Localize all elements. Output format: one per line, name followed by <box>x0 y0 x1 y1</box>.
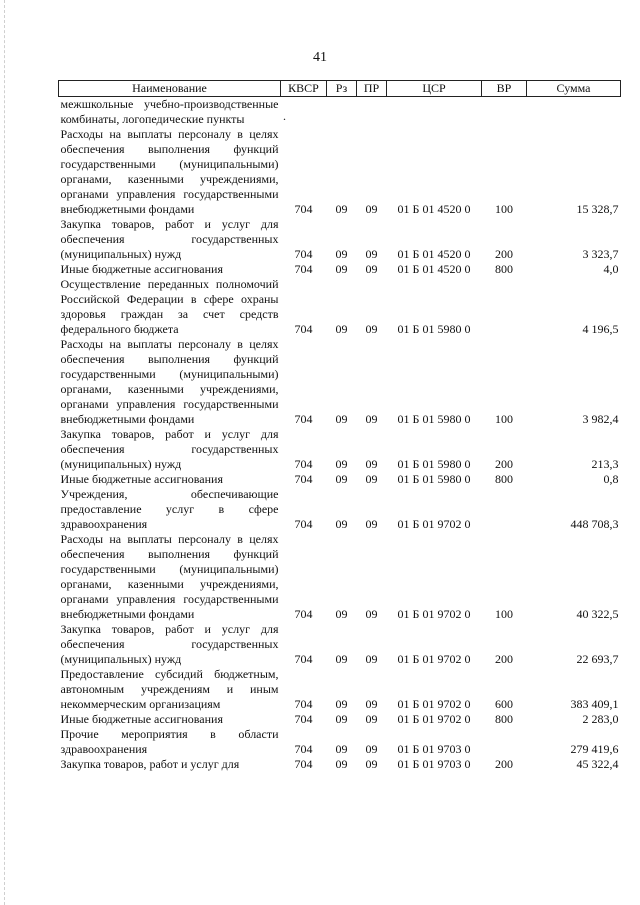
cell-pr: 09 <box>365 322 378 336</box>
cell-pr: 09 <box>365 457 378 471</box>
stray-mark: · <box>282 112 287 126</box>
cell-kvsr: 704 <box>294 757 313 771</box>
cell-pr: 09 <box>365 697 378 711</box>
table-row <box>59 262 621 277</box>
cell-rz: 09 <box>335 742 348 756</box>
cell-rz: 09 <box>335 202 348 216</box>
table-row <box>59 757 621 772</box>
cell-rz: 09 <box>335 322 348 336</box>
cell-pr: 09 <box>365 517 378 531</box>
header-rz: Рз <box>327 81 357 97</box>
header-vr: ВР <box>482 81 527 97</box>
cell-vr: 800 <box>495 262 513 276</box>
table-row <box>59 97 621 128</box>
cell-sum: 383 409,1 <box>570 697 619 711</box>
cell-sum: 4 196,5 <box>582 322 619 336</box>
cell-pr: 09 <box>365 412 378 426</box>
cell-rz: 09 <box>335 607 348 621</box>
cell-rz: 09 <box>335 262 348 276</box>
table-row <box>59 532 621 622</box>
cell-sum: 40 322,5 <box>576 607 619 621</box>
cell-vr <box>482 487 527 532</box>
cell-name: Закупка товаров, работ и услуг для обеспечения государственных (муниципальных) нужд <box>60 217 279 261</box>
cell-name: Расходы на выплаты персоналу в целях обеспечения выполнения функций государственными (муниципальными) органами, казенными учреждениями, органами управления государственными внебюджетными фондами <box>60 337 279 426</box>
cell-kvsr: 704 <box>294 652 313 666</box>
table-row <box>59 217 621 262</box>
cell-csr: 01 Б 01 5980 0 <box>397 412 471 426</box>
cell-name: Иные бюджетные ассигнования <box>60 712 223 726</box>
cell-kvsr: 704 <box>294 457 313 471</box>
table-row <box>59 727 621 757</box>
cell-pr: 09 <box>365 262 378 276</box>
cell-sum: 4,0 <box>603 262 619 276</box>
cell-rz: 09 <box>335 472 348 486</box>
header-csr: ЦСР <box>387 81 482 97</box>
cell-pr: 09 <box>365 652 378 666</box>
cell-vr: 200 <box>495 457 513 471</box>
cell-sum: 3 323,7 <box>582 247 619 261</box>
header-sum: Сумма <box>527 81 621 97</box>
cell-pr: 09 <box>365 247 378 261</box>
table-row <box>59 667 621 712</box>
cell-rz <box>327 97 357 128</box>
cell-vr: 200 <box>495 757 513 771</box>
cell-kvsr: 704 <box>294 322 313 336</box>
cell-sum: 15 328,7 <box>576 202 619 216</box>
cell-kvsr: 704 <box>294 742 313 756</box>
cell-csr: 01 Б 01 9702 0 <box>397 652 471 666</box>
header-pr: ПР <box>357 81 387 97</box>
cell-sum: 3 982,4 <box>582 412 619 426</box>
cell-name: Расходы на выплаты персоналу в целях обеспечения выполнения функций государственными (муниципальными) органами, казенными учреждениями, органами управления государственными внебюджетными фондами <box>60 532 279 621</box>
cell-rz: 09 <box>335 517 348 531</box>
cell-sum: 448 708,3 <box>570 517 619 531</box>
table-row <box>59 277 621 337</box>
cell-vr: 100 <box>495 202 513 216</box>
cell-csr: 01 Б 01 9702 0 <box>397 517 471 531</box>
cell-name: Иные бюджетные ассигнования <box>60 472 223 486</box>
cell-sum <box>527 97 621 128</box>
cell-name: Учреждения, обеспечивающие предоставление услуг в сфере здравоохранения <box>60 487 279 531</box>
cell-rz: 09 <box>335 457 348 471</box>
cell-name: межшкольные учебно-производственные комбинаты, логопедические пункты <box>60 97 279 126</box>
cell-kvsr: 704 <box>294 262 313 276</box>
cell-csr: 01 Б 01 5980 0 <box>397 457 471 471</box>
cell-name: Закупка товаров, работ и услуг для <box>60 757 240 771</box>
cell-kvsr: 704 <box>294 607 313 621</box>
cell-vr <box>482 97 527 128</box>
table-row <box>59 472 621 487</box>
cell-pr: 09 <box>365 712 378 726</box>
cell-kvsr: 704 <box>294 202 313 216</box>
cell-vr <box>482 727 527 757</box>
cell-csr: 01 Б 01 9702 0 <box>397 607 471 621</box>
cell-vr: 100 <box>495 412 513 426</box>
cell-kvsr: 704 <box>294 472 313 486</box>
cell-name: Закупка товаров, работ и услуг для обеспечения государственных (муниципальных) нужд <box>60 622 279 666</box>
table-row <box>59 487 621 532</box>
page-number: 41 <box>313 50 327 65</box>
table-row <box>59 337 621 427</box>
table-row <box>59 712 621 727</box>
cell-name: Закупка товаров, работ и услуг для обеспечения государственных (муниципальных) нужд <box>60 427 279 471</box>
cell-vr: 200 <box>495 247 513 261</box>
cell-kvsr: 704 <box>294 517 313 531</box>
table-row <box>59 427 621 472</box>
cell-rz: 09 <box>335 247 348 261</box>
cell-name: Расходы на выплаты персоналу в целях обеспечения выполнения функций государственными (муниципальными) органами, казенными учреждениями, органами управления государственными внебюджетными фондами <box>60 127 279 216</box>
cell-sum: 213,3 <box>591 457 619 471</box>
cell-pr: 09 <box>365 472 378 486</box>
cell-name: Предоставление субсидий бюджетным, автономным учреждениям и иным некоммерческим организациям <box>60 667 279 711</box>
cell-pr: 09 <box>365 607 378 621</box>
table-row <box>59 622 621 667</box>
budget-table <box>58 80 621 772</box>
cell-pr: 09 <box>365 202 378 216</box>
cell-rz: 09 <box>335 757 348 771</box>
cell-csr: 01 Б 01 4520 0 <box>397 247 471 261</box>
cell-rz: 09 <box>335 412 348 426</box>
cell-name: Иные бюджетные ассигнования <box>60 262 223 276</box>
cell-vr: 600 <box>495 697 513 711</box>
cell-vr: 800 <box>495 712 513 726</box>
cell-sum: 2 283,0 <box>582 712 619 726</box>
cell-kvsr: 704 <box>294 697 313 711</box>
cell-csr: 01 Б 01 4520 0 <box>397 262 471 276</box>
cell-sum: 0,8 <box>603 472 619 486</box>
cell-rz: 09 <box>335 697 348 711</box>
cell-pr: 09 <box>365 742 378 756</box>
cell-vr <box>482 277 527 337</box>
cell-sum: 279 419,6 <box>570 742 619 756</box>
cell-kvsr: 704 <box>294 247 313 261</box>
cell-csr: 01 Б 01 4520 0 <box>397 202 471 216</box>
cell-csr <box>387 97 482 128</box>
cell-vr: 800 <box>495 472 513 486</box>
cell-sum: 22 693,7 <box>576 652 619 666</box>
cell-csr: 01 Б 01 9703 0 <box>397 742 471 756</box>
cell-kvsr: 704 <box>294 712 313 726</box>
binding-edge <box>4 0 5 905</box>
header-kvsr: КВСР <box>281 81 327 97</box>
cell-csr: 01 Б 01 5980 0 <box>397 472 471 486</box>
cell-kvsr: 704 <box>294 412 313 426</box>
table-body <box>59 97 621 773</box>
cell-csr: 01 Б 01 5980 0 <box>397 322 471 336</box>
cell-name: Прочие мероприятия в области здравоохранения <box>60 727 279 756</box>
table-row <box>59 127 621 217</box>
cell-csr: 01 Б 01 9703 0 <box>397 757 471 771</box>
cell-sum: 45 322,4 <box>576 757 619 771</box>
cell-csr: 01 Б 01 9702 0 <box>397 697 471 711</box>
cell-pr <box>357 97 387 128</box>
cell-rz: 09 <box>335 652 348 666</box>
table-header-row <box>59 81 621 97</box>
cell-vr: 200 <box>495 652 513 666</box>
cell-vr: 100 <box>495 607 513 621</box>
cell-name: Осуществление переданных полномочий Российской Федерации в сфере охраны здоровья граждан за счет средств федерального бюджета <box>60 277 279 336</box>
cell-rz: 09 <box>335 712 348 726</box>
cell-pr: 09 <box>365 757 378 771</box>
header-name: Наименование <box>59 81 281 97</box>
cell-csr: 01 Б 01 9702 0 <box>397 712 471 726</box>
